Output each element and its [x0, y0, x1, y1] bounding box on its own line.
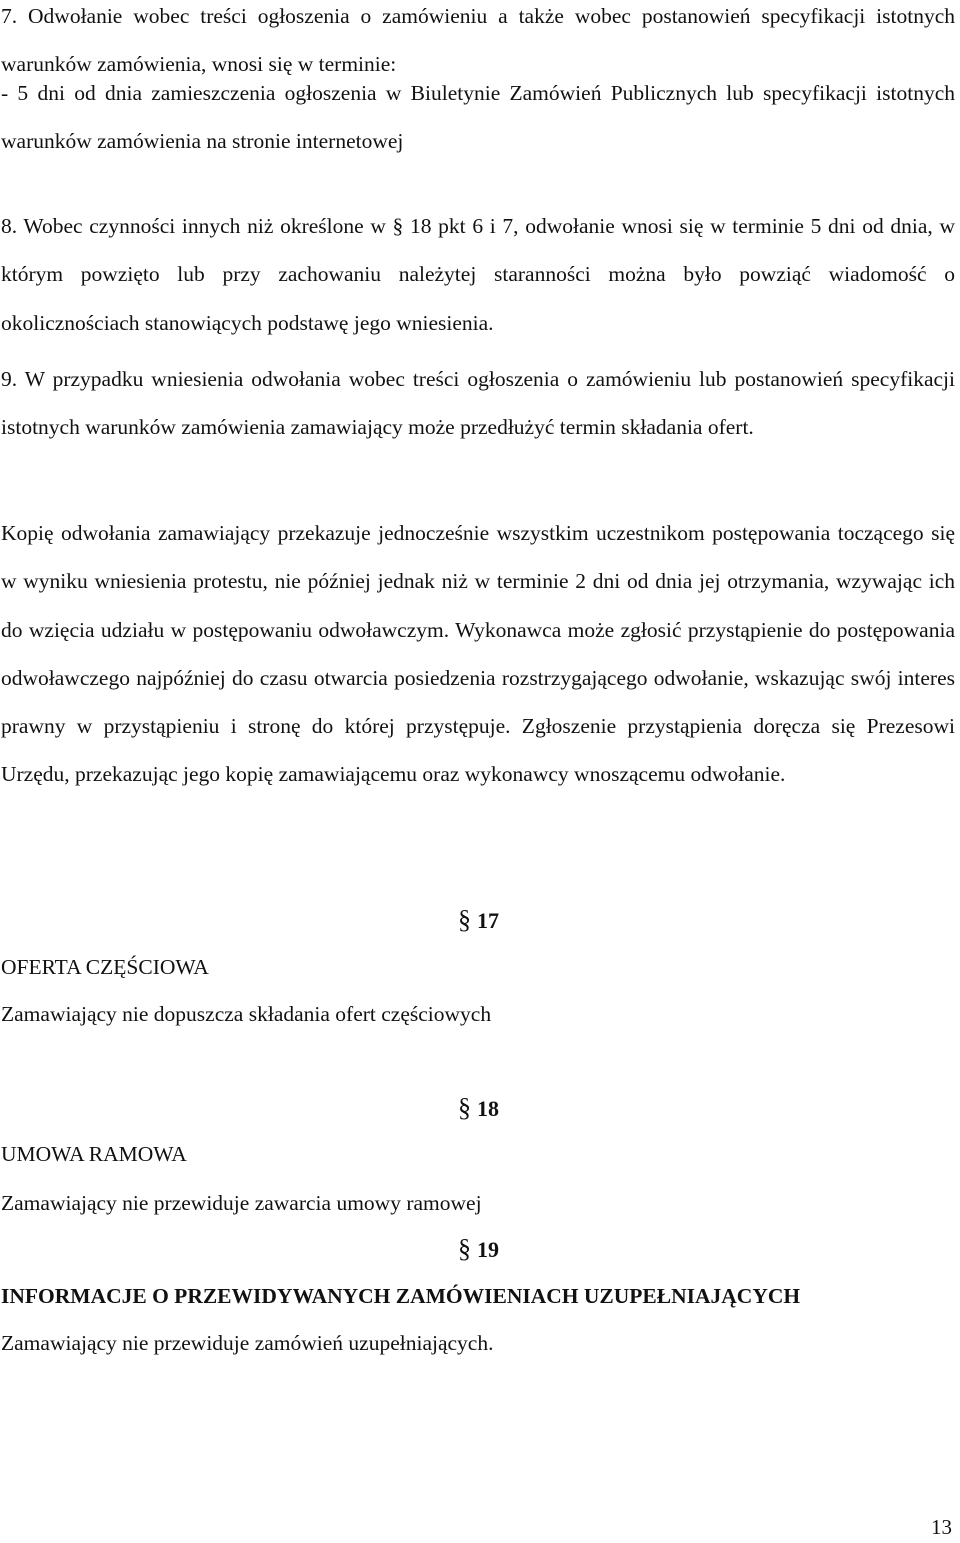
paragraph-9: 9. W przypadku wniesienia odwołania wobec treści ogłoszenia o zamówieniu lub postanowień specyfikacji istotnych warunków zamówienia zamawiający może przedłużyć termin składania ofert. [1, 367, 955, 440]
section-19-text: Zamawiający nie przewiduje zamówień uzupełniających. [1, 1331, 494, 1355]
section-number-text: 17 [477, 908, 499, 933]
page-number: 13 [931, 1515, 952, 1539]
section-18-text: Zamawiający nie przewiduje zawarcia umowy ramowej [1, 1191, 482, 1215]
section-19-title: INFORMACJE O PRZEWIDYWANYCH ZAMÓWIENIACH UZUPEŁNIAJĄCYCH [1, 1284, 801, 1308]
paragraph-7-dash: - 5 dni od dnia zamieszczenia ogłoszenia w Biuletynie Zamówień Publicznych lub specyfikacji istotnych warunków zamówienia na stronie internetowej [1, 81, 955, 154]
section-number-text: 19 [477, 1237, 499, 1262]
section-18-title: UMOWA RAMOWA [1, 1142, 187, 1166]
paragraph-8: 8. Wobec czynności innych niż określone w § 18 pkt 6 i 7, odwołanie wnosi się w terminie 5 dni od dnia, w którym powzięto lub przy zachowaniu należytej staranności można było powziąć wiadomość o okolicznościach stanowiących podstawę jego wniesienia. [1, 214, 955, 335]
section-symbol: § [458, 1234, 471, 1263]
section-symbol: § [458, 905, 471, 934]
section-18-number [458, 1093, 499, 1124]
section-17-number [458, 905, 499, 936]
section-17-text: Zamawiający nie dopuszcza składania ofert częściowych [1, 1002, 492, 1026]
paragraph-kopie: Kopię odwołania zamawiający przekazuje jednocześnie wszystkim uczestnikom postępowania toczącego się w wyniku wniesienia protestu, nie później jednak niż w terminie 2 dni od dnia jej otrzymania, wzywając ich do wzięcia udziału w postępowaniu odwoławczym. Wykonawca może zgłosić przystąpienie do postępowania odwoławczego najpóźniej do czasu otwarcia posiedzenia rozstrzygającego odwołanie, wskazując swój interes prawny w przystąpieniu i stronę do której przystępuje. Zgłoszenie przystąpienia doręcza się Prezesowi Urzędu, przekazując jego kopię zamawiającemu oraz wykonawcy wnoszącemu odwołanie. [1, 521, 955, 787]
section-19-number [458, 1234, 499, 1265]
section-17-title: OFERTA CZĘŚCIOWA [1, 955, 209, 979]
section-number-text: 18 [477, 1096, 499, 1121]
paragraph-7: 7. Odwołanie wobec treści ogłoszenia o zamówieniu a także wobec postanowień specyfikacji istotnych warunków zamówienia, wnosi się w terminie: [1, 4, 955, 77]
section-symbol: § [458, 1093, 471, 1122]
